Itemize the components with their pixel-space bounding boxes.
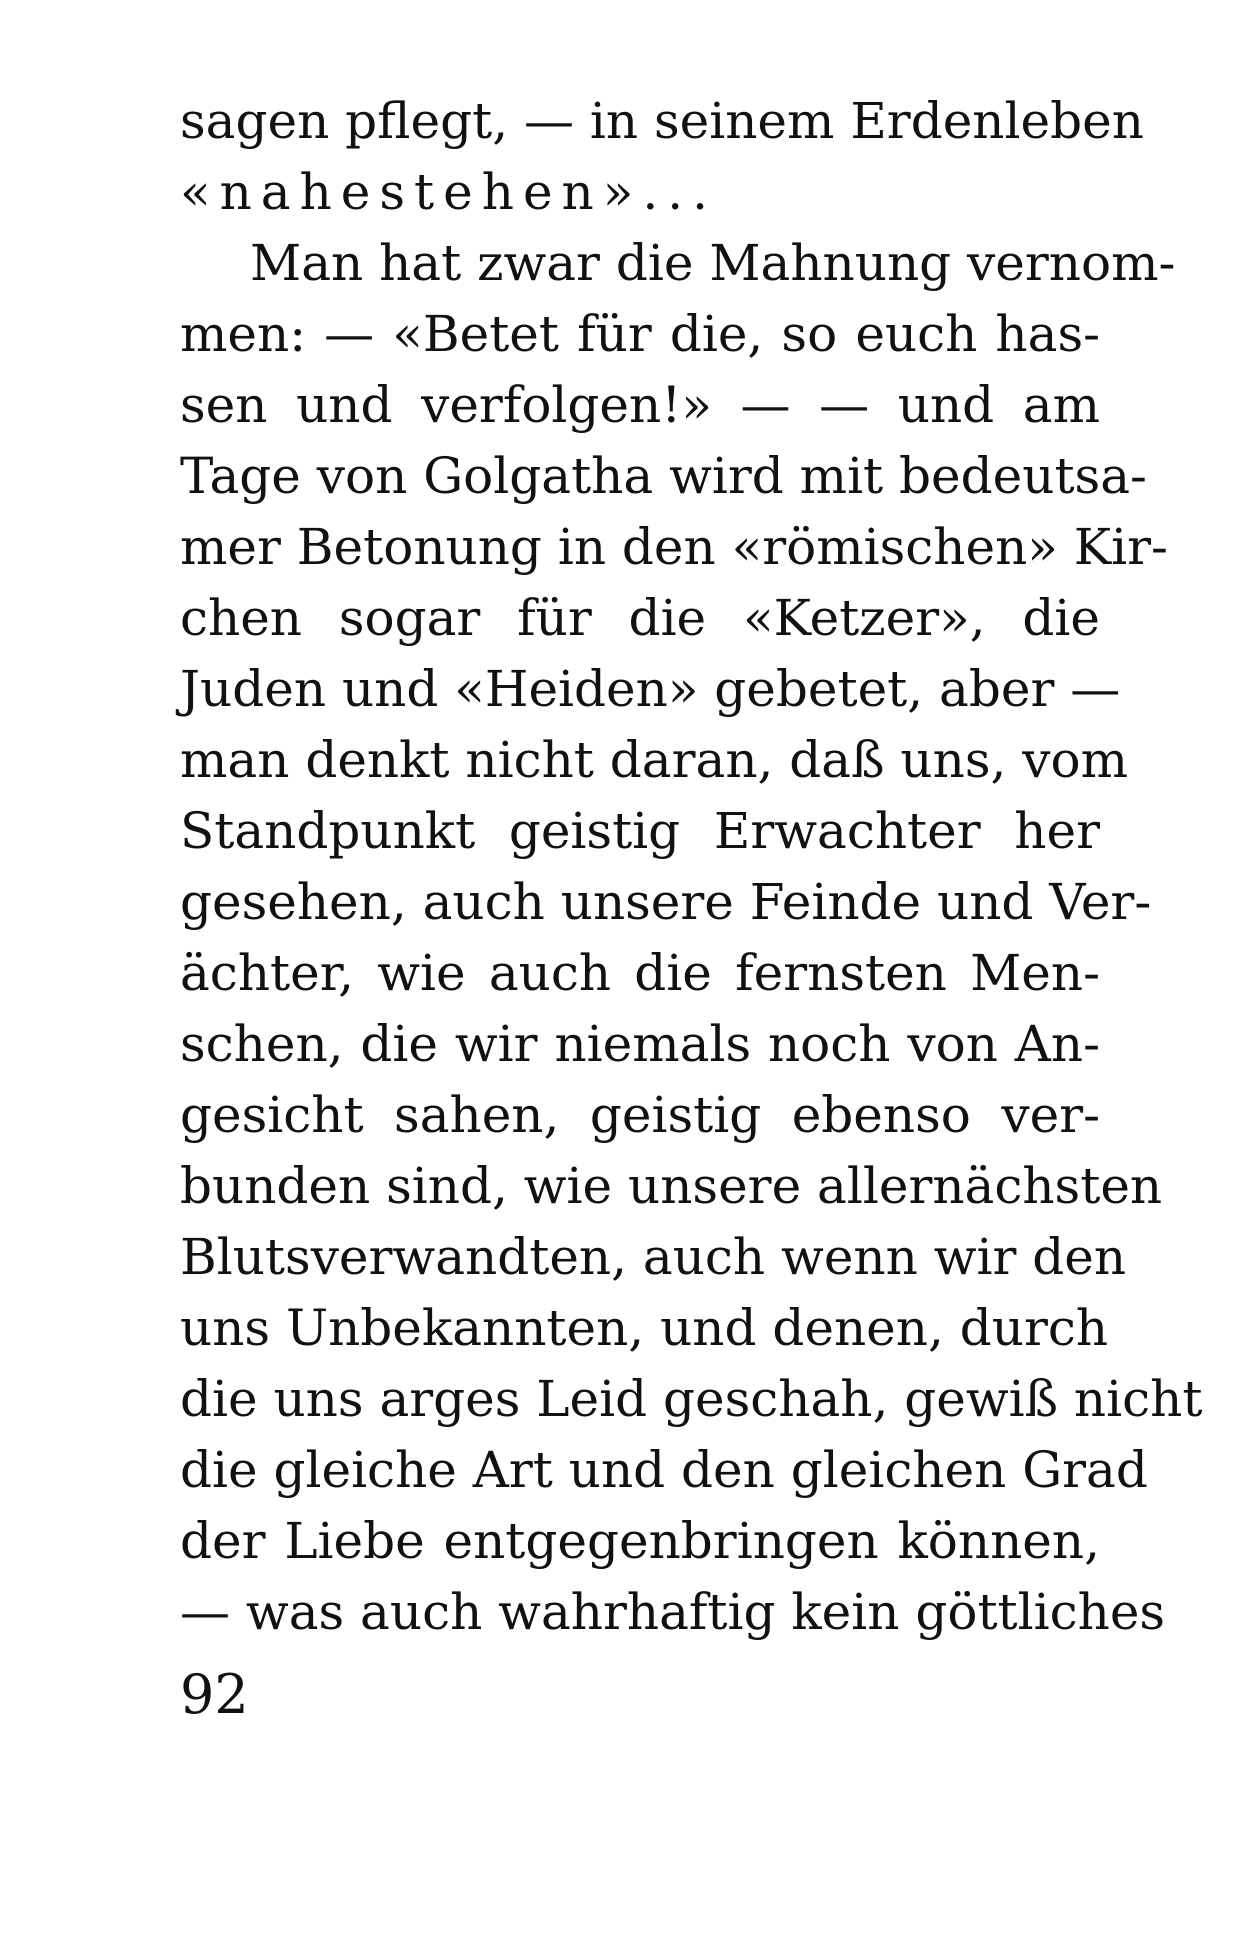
text-line: uns Unbekannten, und denen, durch [180,1299,1109,1357]
text-line: Blutsverwandten, auch wenn wir den [180,1228,1127,1286]
text-line: chen sogar für die «Ketzer», die [180,589,1100,647]
text-line: der Liebe entgegenbringen können, [180,1512,1100,1570]
text-line: bunden sind, wie unsere allernächsten [180,1157,1163,1215]
text-line: Juden und «Heiden» gebetet, aber — [180,660,1121,718]
text-line: die uns arges Leid geschah, gewiß nicht [180,1370,1203,1428]
text-line: Man hat zwar die Mahnung vernom- [250,234,1176,292]
text-line: gesicht sahen, geistig ebenso ver- [180,1086,1100,1144]
text-line: sen und verfolgen!» — — und am [180,376,1100,434]
text-line: ächter, wie auch die fernsten Men- [180,944,1100,1002]
text-line: Tage von Golgatha wird mit bedeutsa- [180,447,1147,505]
text-line: schen, die wir niemals noch von An- [180,1015,1100,1073]
text-line: men: — «Betet für die, so euch has- [180,305,1100,363]
text-line: — was auch wahrhaftig kein göttliches [180,1583,1166,1641]
page-number: 92 [180,1663,249,1726]
text-line: die gleiche Art und den gleichen Grad [180,1441,1148,1499]
text-line: gesehen, auch unsere Feinde und Ver- [180,873,1152,931]
text-line: «nahestehen»... [180,163,718,221]
text-line: Standpunkt geistig Erwachter her [180,802,1100,860]
text-line: mer Betonung in den «römischen» Kir- [180,518,1168,576]
text-line: sagen pflegt, — in seinem Erdenleben [180,92,1144,150]
text-line: man denkt nicht daran, daß uns, vom [180,731,1129,789]
body-text [180,86,1203,1648]
